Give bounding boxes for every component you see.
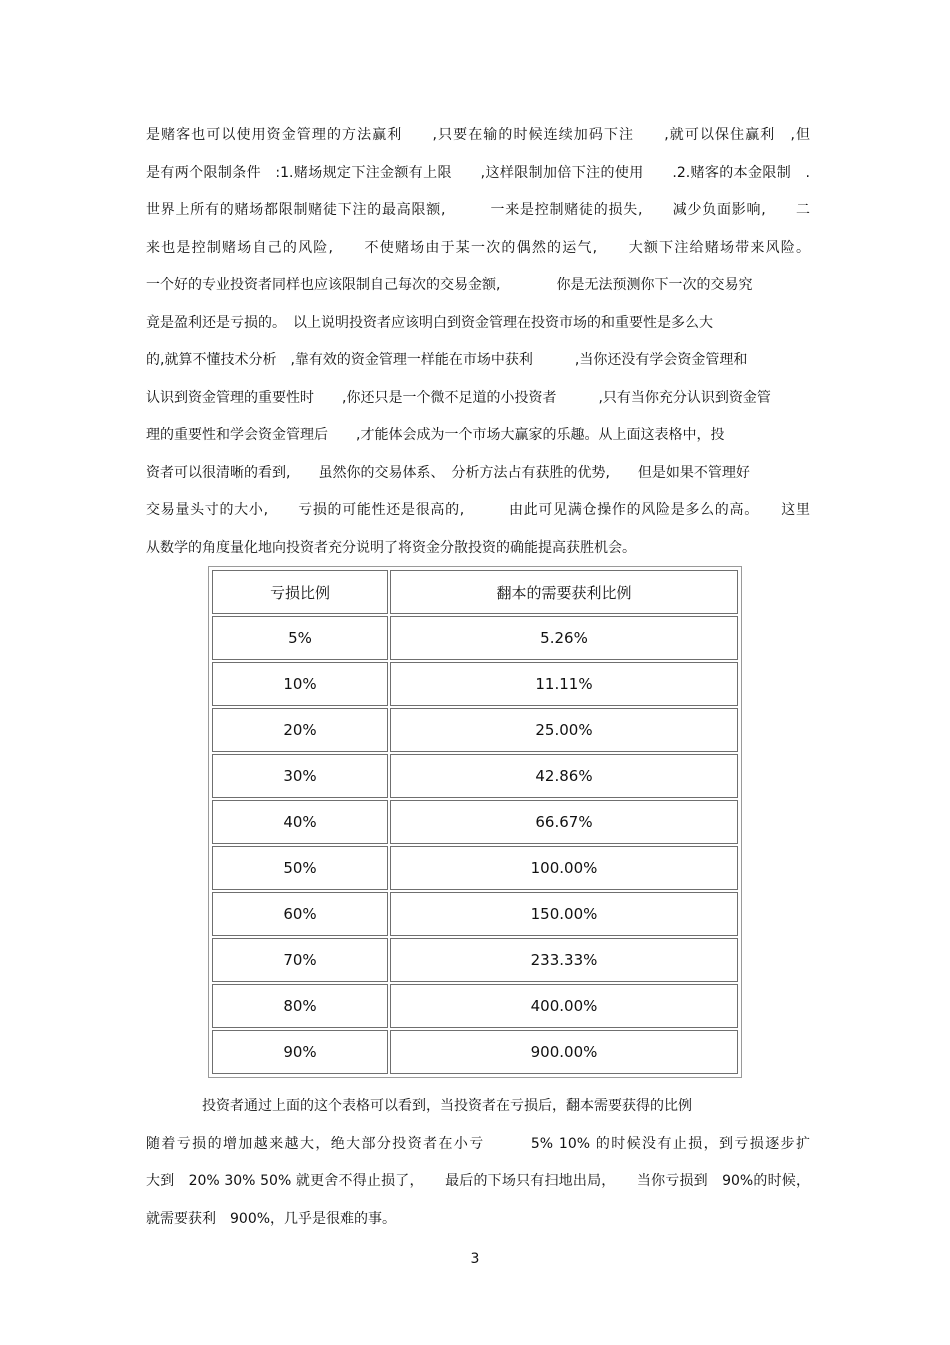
table-row — [212, 938, 738, 982]
text-line: 理的重要性和学会资金管理后 ,才能体会成为一个市场大赢家的乐趣。从上面这表格中，投 — [146, 427, 725, 443]
table-row — [212, 846, 738, 890]
table-cell-recovery: 66.67% — [390, 800, 738, 844]
text-line: 就需要获利 900%，几乎是很难的事。 — [146, 1210, 397, 1227]
table-row — [212, 616, 738, 660]
body-paragraph-1 — [146, 121, 810, 571]
table-cell-loss: 60% — [212, 892, 388, 936]
table-cell-recovery: 233.33% — [390, 938, 738, 982]
table-row — [212, 754, 738, 798]
table-cell-loss: 20% — [212, 708, 388, 752]
text-line: 世界上所有的赌场都限制赌徒下注的最高限额, 一来是控制赌徒的损失, 减少负面影响, 二 — [146, 202, 810, 218]
text-line: 认识到资金管理的重要性时 ,你还只是一个微不足道的小投资者 ,只有当你充分认识到资金管 — [146, 389, 771, 406]
table-cell-loss: 10% — [212, 662, 388, 706]
table-row — [212, 1030, 738, 1074]
text-line: 竟是盈利还是亏损的。 以上说明投资者应该明白到资金管理在投资市场的和重要性是多么大 — [146, 314, 713, 331]
table-cell-recovery: 150.00% — [390, 892, 738, 936]
body-paragraph-2 — [146, 1092, 810, 1242]
table-cell-recovery: 25.00% — [390, 708, 738, 752]
text-line: 一个好的专业投资者同样也应该限制自己每次的交易金额, 你是无法预测你下一次的交易究 — [146, 277, 753, 293]
text-line: 随着亏损的增加越来越大，绝大部分投资者在小亏 5% 10% 的时候没有止损，到亏损逐步扩 — [146, 1135, 810, 1152]
table-row — [212, 800, 738, 844]
table-cell-loss: 40% — [212, 800, 388, 844]
table-row — [212, 984, 738, 1028]
page-number: 3 — [470, 1251, 480, 1267]
table-cell-recovery: 11.11% — [390, 662, 738, 706]
text-line: 投资者通过上面的这个表格可以看到，当投资者在亏损后，翻本需要获得的比例 — [146, 1098, 692, 1114]
text-line: 从数学的角度量化地向投资者充分说明了将资金分散投资的确能提高获胜机会。 — [146, 539, 636, 556]
table-cell-recovery: 400.00% — [390, 984, 738, 1028]
table-cell-recovery: 5.26% — [390, 616, 738, 660]
table-row — [212, 892, 738, 936]
table-header-row — [212, 570, 738, 614]
text-line: 资者可以很清晰的看到, 虽然你的交易体系、 分析方法占有获胜的优势, 但是如果不管理好 — [146, 464, 750, 481]
table-cell-loss: 70% — [212, 938, 388, 982]
text-line: 大到 20% 30% 50% 就更舍不得止损了， 最后的下场只有扫地出局， 当你亏损到 90%的时候， — [146, 1173, 810, 1189]
table-row — [212, 708, 738, 752]
table-cell-loss: 50% — [212, 846, 388, 890]
text-line: 是赌客也可以使用资金管理的方法赢利 ,只要在输的时候连续加码下注 ,就可以保住赢利 ,但 — [146, 127, 810, 143]
text-line: 来也是控制赌场自己的风险, 不使赌场由于某一次的偶然的运气, 大额下注给赌场带来风险。 — [146, 239, 810, 256]
table-cell-loss: 90% — [212, 1030, 388, 1074]
table-cell-loss: 80% — [212, 984, 388, 1028]
loss-recovery-table — [208, 566, 742, 1078]
column-header-recovery: 翻本的需要获利比例 — [390, 570, 738, 614]
data-table — [210, 568, 740, 1076]
table-cell-recovery: 100.00% — [390, 846, 738, 890]
text-line: 是有两个限制条件 :1.赌场规定下注金额有上限 ,这样限制加倍下注的使用 .2.赌客的本金限制 . — [146, 164, 810, 181]
table-cell-recovery: 900.00% — [390, 1030, 738, 1074]
text-line: 交易量头寸的大小, 亏损的可能性还是很高的, 由此可见满仓操作的风险是多么的高。 这里 — [146, 502, 810, 518]
column-header-loss: 亏损比例 — [212, 570, 388, 614]
table-cell-recovery: 42.86% — [390, 754, 738, 798]
text-line: 的,就算不懂技术分析 ,靠有效的资金管理一样能在市场中获利 ,当你还没有学会资金管理和 — [146, 352, 748, 368]
table-cell-loss: 30% — [212, 754, 388, 798]
table-row — [212, 662, 738, 706]
table-cell-loss: 5% — [212, 616, 388, 660]
